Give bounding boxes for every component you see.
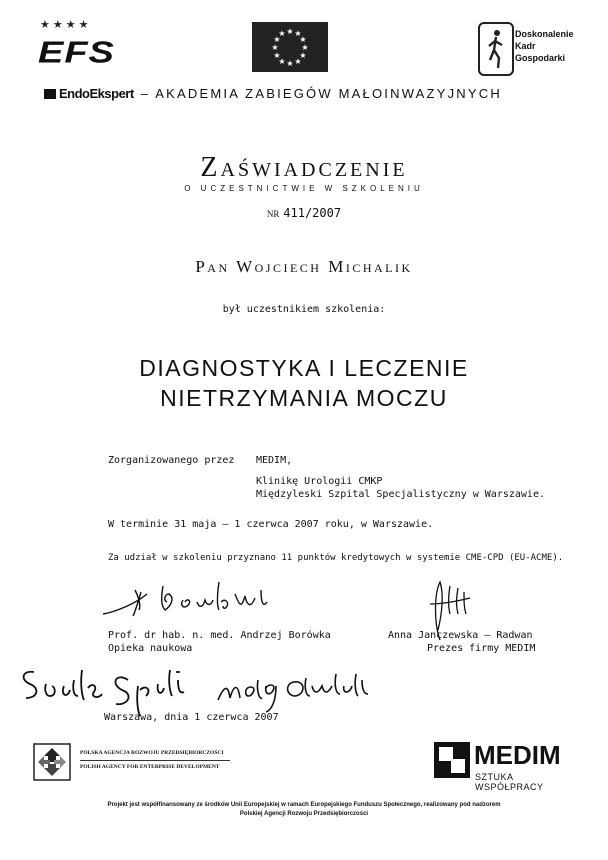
svg-text:★: ★ bbox=[299, 51, 307, 60]
number-value: 411/2007 bbox=[283, 206, 342, 220]
parp-name-pl: POLSKA AGENCJA ROZWOJU PRZEDSIĘBIORCZOŚCI bbox=[80, 750, 224, 756]
points-line: Za udział w szkoleniu przyznano 11 punktów kredytowych w systemie CME-CPD (EU-ACME). bbox=[108, 553, 564, 563]
eu-flag bbox=[252, 22, 328, 72]
svg-text:★: ★ bbox=[273, 51, 281, 60]
course-title-line2: NIETRZYMANIA MOCZU bbox=[160, 385, 448, 411]
header-line bbox=[44, 83, 584, 101]
eu-stars-icon bbox=[252, 22, 328, 72]
runner-icon bbox=[478, 22, 514, 76]
certificate-number bbox=[0, 206, 608, 220]
dkg-logo-text: Doskonalenie Kadr Gospodarki bbox=[515, 29, 574, 63]
efs-logo-text: EFS bbox=[38, 36, 115, 70]
svg-text:★: ★ bbox=[301, 43, 309, 52]
right-signer-name: Anna Janczewska – Radwan bbox=[388, 630, 533, 641]
medim-slogan: SZTUKA WSPÓŁPRACY bbox=[475, 772, 544, 792]
number-prefix: NR bbox=[266, 209, 280, 219]
svg-text:★: ★ bbox=[278, 29, 286, 38]
organizer-3: Międzyleski Szpital Specjalistyczny w Warszawie. bbox=[256, 489, 545, 500]
organized-label: Zorganizowanego przez bbox=[108, 455, 235, 466]
academy-name: – AKADEMIA ZABIEGÓW MAŁOINWAZYJNYCH bbox=[140, 86, 502, 101]
left-signer-name: Prof. dr hab. n. med. Andrzej Borówka bbox=[108, 630, 331, 641]
recipient-name: Pan Wojciech Michalik bbox=[195, 257, 413, 276]
medim-mark-icon bbox=[434, 742, 470, 778]
svg-text:★: ★ bbox=[273, 35, 281, 44]
certificate-title: Zaświadczenie bbox=[200, 152, 408, 183]
endoekspert-logo: EndoEkspert bbox=[59, 86, 134, 101]
parp-name-en: POLISH AGENCY FOR ENTERPRISE DEVELOPMENT bbox=[80, 764, 220, 770]
svg-text:★: ★ bbox=[294, 57, 302, 66]
funding-line-2: Polskiej Agencji Rozwoju Przedsiębiorczości bbox=[239, 811, 369, 817]
right-signer-role: Prezes firmy MEDIM bbox=[427, 643, 536, 654]
medim-logo bbox=[434, 740, 584, 792]
parp-arrows-icon bbox=[30, 740, 74, 784]
svg-text:★: ★ bbox=[299, 35, 307, 44]
course-title-line1: DIAGNOSTYKA I LECZENIE bbox=[139, 355, 469, 381]
medim-name: MEDIM bbox=[474, 740, 561, 770]
svg-text:★: ★ bbox=[286, 59, 294, 68]
endoekspert-icon bbox=[44, 89, 56, 99]
signature-borowka bbox=[95, 572, 295, 622]
left-signer-role: Opieka naukowa bbox=[108, 643, 193, 654]
svg-text:★: ★ bbox=[278, 57, 286, 66]
date-line: W terminie 31 maja – 1 czerwca 2007 roku, w Warszawie. bbox=[108, 519, 434, 530]
place-date: Warszawa, dnia 1 czerwca 2007 bbox=[104, 712, 279, 723]
efs-logo bbox=[34, 18, 114, 76]
stars-icon: ★★★★ bbox=[40, 18, 92, 31]
svg-text:★: ★ bbox=[294, 29, 302, 38]
svg-text:★: ★ bbox=[271, 43, 279, 52]
handwritten-signatures bbox=[12, 650, 382, 720]
participation-text: był uczestnikiem szkolenia: bbox=[222, 304, 386, 315]
parp-divider bbox=[80, 760, 230, 761]
svg-text:★: ★ bbox=[286, 27, 294, 36]
organizer-2: Klinikę Urologii CMKP bbox=[256, 476, 383, 487]
organizer-1: MEDIM, bbox=[256, 455, 293, 466]
parp-logo bbox=[30, 740, 250, 786]
dkg-logo bbox=[478, 20, 588, 76]
certificate-subtitle: O UCZESTNICTWIE W SZKOLENIU bbox=[184, 184, 424, 193]
funding-line-1: Projekt jest współfinansowany ze środków Unii Europejskiej w ramach Europejskiego Funduszu Społecznego, realizowany pod nadzorem bbox=[107, 802, 501, 808]
